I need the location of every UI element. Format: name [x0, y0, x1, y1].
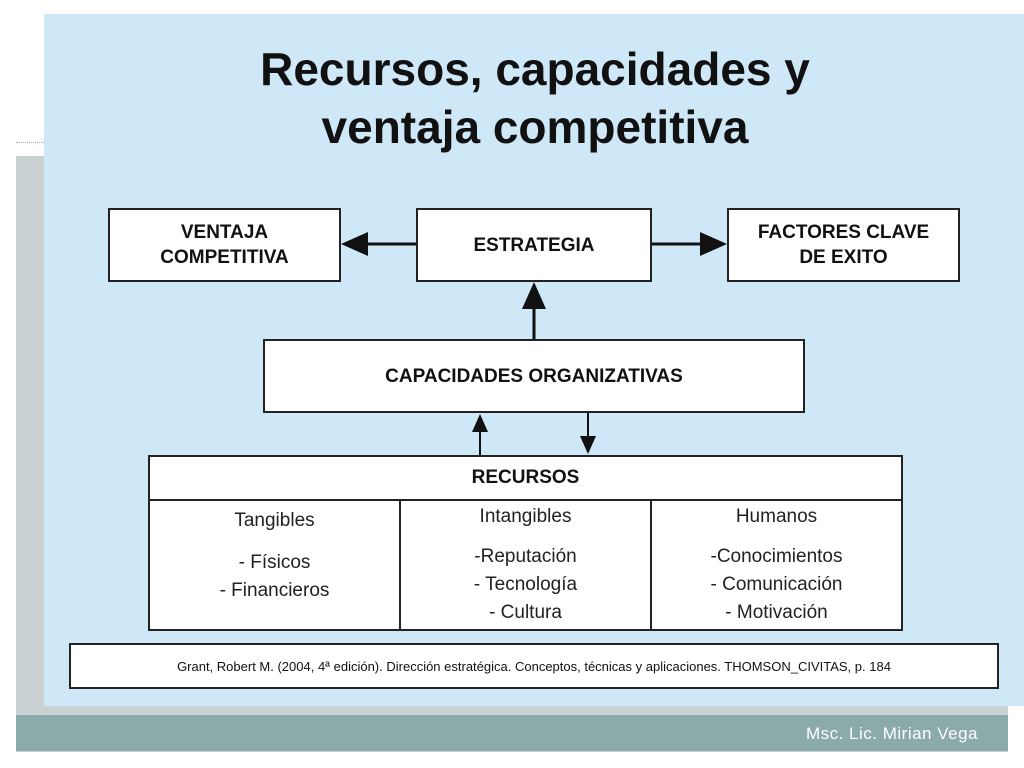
tangibles-title: Tangibles — [234, 510, 315, 531]
footer-author: Msc. Lic. Mirian Vega — [805, 724, 978, 743]
intangibles-column — [399, 501, 650, 631]
ventaja-line-1: VENTAJA — [180, 222, 269, 243]
estrategia-label: ESTRATEGIA — [473, 234, 595, 256]
intangibles-title: Intangibles — [479, 506, 572, 527]
ventaja-line-2: COMPETITIVA — [160, 247, 289, 268]
tangibles-item: - Financieros — [219, 580, 330, 601]
tangibles-item: - Físicos — [238, 552, 311, 573]
tangibles-column — [150, 501, 399, 631]
intangibles-item: - Tecnología — [473, 574, 578, 595]
title-line-2: ventaja competitiva — [321, 101, 749, 153]
citation-text: Grant, Robert M. (2004, 4ª edición). Dirección estratégica. Conceptos, técnicas y aplicaciones. THOMSON_CIVITAS, p. 184 — [177, 658, 891, 674]
recursos-header: RECURSOS — [150, 457, 901, 501]
capacidades-label: CAPACIDADES ORGANIZATIVAS — [385, 365, 683, 387]
intangibles-item: -Reputación — [474, 546, 577, 567]
humanos-item: - Motivación — [725, 602, 828, 623]
title-line-1: Recursos, capacidades y — [260, 43, 810, 95]
factores-line-1: FACTORES CLAVE — [757, 222, 930, 243]
humanos-item: -Conocimientos — [710, 546, 843, 567]
recursos-table — [148, 455, 903, 631]
recursos-columns — [150, 501, 901, 631]
intangibles-item: - Cultura — [489, 602, 562, 623]
citation-box — [69, 643, 999, 689]
factores-line-2: DE EXITO — [799, 247, 888, 268]
humanos-column — [650, 501, 901, 631]
humanos-title: Humanos — [735, 506, 818, 527]
humanos-item: - Comunicación — [710, 574, 843, 595]
